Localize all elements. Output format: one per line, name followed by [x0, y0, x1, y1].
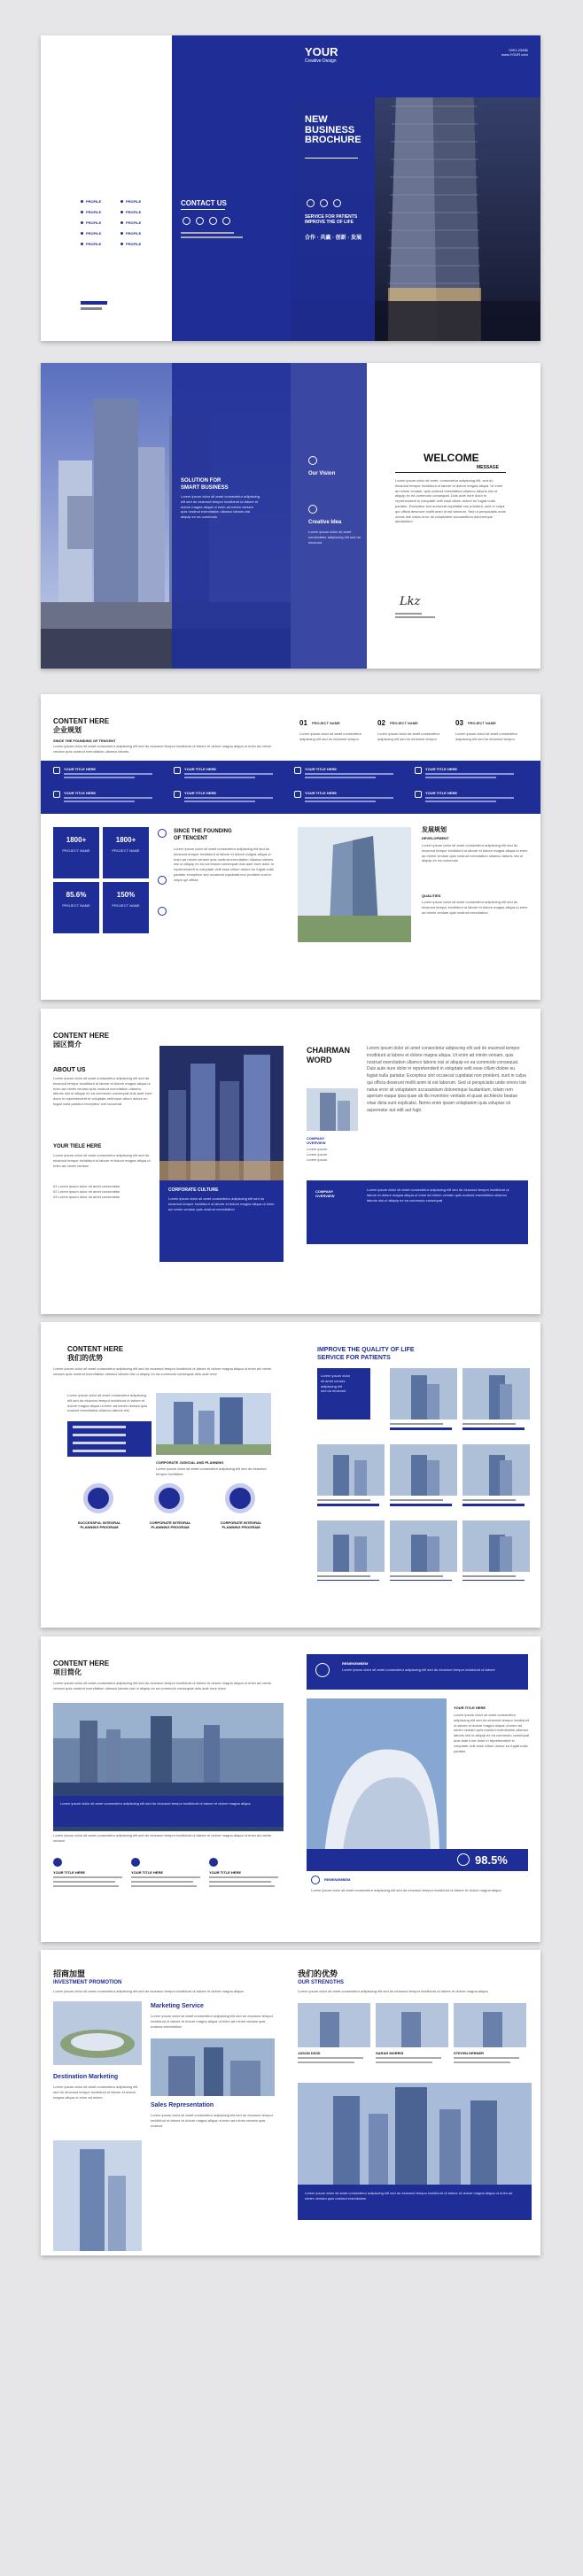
building-shape: [427, 1536, 439, 1572]
feature-title: YOUR TITLE HERE: [425, 767, 458, 771]
dev-cn: 发展规划: [422, 827, 447, 833]
your-title: YOUR TITLE HERE: [454, 1706, 486, 1710]
feature-icon: [174, 767, 181, 774]
globe-icon: [307, 199, 315, 207]
bullet-dot-icon: [81, 232, 83, 235]
stamp-icon: [315, 1663, 330, 1677]
content-title: CONTENT HERE: [53, 1659, 110, 1667]
brand-title: YOUR: [305, 45, 338, 58]
building-shape: [411, 1535, 427, 1572]
caption-bar: [390, 1580, 452, 1581]
feature-text-line: [425, 801, 496, 802]
welcome-spread: SOLUTION FOR SMART BUSINESS Lorem ipsum dolor sit amet consectetur adipiscing elit sed do eiusmod tempor incididunt ut labore et dolore magna aliqua ut enim ad minim veniam quis nostrud exercitation ullamco laboris nisi aliquip ex ea commodo Our Vision Creative Idea Lorem ipsum dolor sit amet consectetur adipiscing elit sed do eiusmod WELCOME MESSAGE Lorem ipsum dolor sit amet, consectetur adipiscing elit, sed do eiusmod tempor incididunt ut labore et dolore magna aliqua. Ut enim ad minim veniam, quis nostrud exercitation ullamco laboris nisi ut aliquip ex ea commodo consequat. Duis aute irure dolor in reprehenderit in voluptate velit esse cillum dolore eu fugiat nulla pariatur. Excepteur sint occaecat cupidatat non proident, sunt in culpa qui officia deserunt mollit anim id est laborum. Sed ut perspiciatis unde omnis iste natus error sit voluptatem accusantium doloremque laudantium. Lkz: [41, 363, 540, 669]
feature-text-line: [184, 777, 255, 778]
feature-title: YOUR TITLE HERE: [425, 791, 458, 795]
progress-circle: [83, 1483, 113, 1513]
stat-value: 1800+: [115, 836, 136, 844]
content-cn: 企业规划: [53, 726, 82, 734]
text-line: [454, 2062, 510, 2063]
building-shape: [500, 1460, 512, 1496]
progress-circle: [225, 1483, 255, 1513]
trophy-icon: [158, 907, 167, 916]
caption-bar: [463, 1580, 525, 1581]
feature-icon: [294, 791, 301, 798]
feature-icon: [415, 791, 422, 798]
feature-text-line: [425, 777, 496, 778]
text-line: [53, 1876, 122, 1878]
feature-icon: [415, 767, 422, 774]
title-icon: [131, 1858, 140, 1867]
since-title: SINCE THE FOUNDING OF TENCENT: [174, 829, 232, 841]
person-name: SARAH MORRIS: [376, 2051, 404, 2055]
en-left: INVESTMENT PROMOTION: [53, 1980, 122, 1985]
portrait-photo: [454, 2003, 526, 2047]
title-here: YOUR TIELE HERE: [53, 1144, 102, 1149]
welcome-sub: MESSAGE: [477, 465, 500, 470]
text-line: [376, 2057, 441, 2059]
menu-item[interactable]: PROFILE: [126, 231, 142, 236]
text-line: [376, 2062, 432, 2063]
feature-title: YOUR TITLE HERE: [305, 767, 338, 771]
portrait-photo: [298, 2003, 370, 2047]
text-line: [298, 2062, 354, 2063]
planning-spread: CONTENT HERE 企业规划 SINCE THE FOUNDING OF TENCENT Lorem ipsum dolor sit amet consectetur adipiscing elit sed do eiusmod tempor incididunt ut labore et dolore magna aliqua ut enim ad minim veniam quis nostrud exercitation ullamco laboris. 01 02 03 PROJECT NAME PROJECT NAME PROJECT NAME Lorem ipsum dolor sit amet consectetur adipiscing elit sed do eiusmod tempor Lorem ipsum dolor sit amet consectetur adipiscing elit sed do eiusmod tempor Lorem ipsum dolor sit amet consectetur adipiscing elit sed do eiusmod tempor YOUR TITLE HERE YOUR TITLE HERE YOUR TITLE HERE YOUR TITLE HERE YOUR TITLE HERE YOUR TITLE HERE YOUR TITLE HERE YOUR TITLE HERE 1800+ PROJECT NAME 1800+ PROJECT NAME 85.6% PROJECT NAME 150% PROJECT NAME SINCE THE FOUNDING OF TENCENT Lorem ipsum dolor sit amet consectetur adipiscing elit sed do eiusmod tempor incididunt ut labore et dolore magna aliqua ut enim ad minim veniam quis nostrud exercitation ullamco laboris nisi ut aliquip ex ea commodo consequat duis aute irure dolor in reprehenderit in voluptate velit esse cillum dolore eu fugiat nulla pariatur excepteur sint occaecat cupidatat non proident sunt in culpa qui officia 发展规划 DEVELOPMENT Lorem ipsum dolor sit amet consectetur adipiscing elit sed do eiusmod tempor incididunt ut labore et dolore magna aliqua ut enim ad minim veniam quis nostrud exercitation ullamco laboris nisi ut aliquip ex ea commodo QUALITIES Lorem ipsum dolor sit amet consectetur adipiscing elit sed do eiusmod tempor incididunt ut labore et dolore magna aliqua ut enim ad minim veniam quis nostrud exercitation: [41, 694, 540, 1000]
solution-title: SOLUTION FOR SMART BUSINESS: [181, 478, 229, 491]
feature-text-line: [425, 797, 514, 799]
stadium-photo: [53, 2001, 142, 2065]
column-title: YOUR TITLE HERE: [209, 1870, 242, 1875]
building-shape: [320, 2012, 339, 2047]
building-photo: [463, 1368, 530, 1420]
title-icon: [209, 1858, 218, 1867]
building-shape: [500, 1384, 512, 1420]
stat-label: PROJECT NAME: [62, 903, 90, 908]
feature-text-line: [305, 797, 393, 799]
company-overview: COMPANY OVERVIEW: [307, 1136, 326, 1145]
num-03: 03: [455, 719, 463, 727]
people-row: [298, 2003, 532, 2074]
welcome-title: WELCOME: [424, 452, 479, 464]
cover-headline: NEW BUSINESS BROCHURE: [305, 114, 361, 146]
dev-en: DEVELOPMENT: [422, 836, 449, 840]
text-line: [454, 2057, 519, 2059]
badge-icon: [311, 1876, 320, 1884]
stat-tile: [53, 882, 99, 933]
caption-line: [463, 1499, 516, 1501]
remember-label: REMENEMBEM: [342, 1661, 369, 1666]
tower-photo: [298, 827, 411, 942]
content-title: CONTENT HERE: [53, 717, 110, 725]
content-title: CONTENT HERE: [67, 1345, 124, 1353]
feature-text-line: [64, 797, 152, 799]
text-line: [53, 1881, 115, 1883]
photo-grid: [317, 1368, 530, 1581]
building-photo: [463, 1520, 530, 1572]
chat-bubble-icon: [308, 505, 317, 514]
remember-label-2: REMENEMBEM: [324, 1877, 351, 1882]
stat-label: PROJECT NAME: [112, 903, 140, 908]
feature-text-line: [184, 797, 273, 799]
destination-title: Destination Marketing: [53, 2074, 119, 2080]
promotion-spread: 招商加盟 INVESTMENT PROMOTION Lorem ipsum dolor sit amet consectetur adipiscing elit sed do eiusmod tempor incididunt ut labore et dolore magna aliqua Marketing Service Lorem ipsum dolor sit amet consectetur adipiscing elit sed do eiusmod tempor incididunt ut labore et dolore magna aliqua ut enim ad minim veniam quis nostrud exercitation Destination Marketing Lorem ipsum dolor sit amet consectetur adipiscing elit sed do eiusmod tempor incididunt ut labore et dolore magna aliqua ut enim ad minim Sales Representation Lorem ipsum dolor sit amet consectetur adipiscing elit sed do eiusmod tempor incididunt ut labore et dolore magna aliqua ut enim ad minim veniam quis nostrud 我们的优势 OUR STRENGTHS Lorem ipsum dolor sit amet consectetur adipiscing elit sed do eiusmod tempor incididunt ut labore et dolore magna aliqua JASON DIVID SARAH MORRIS STEVEN DERNER Lorem ipsum dolor sit amet consectetur adipiscing elit sed do eiusmod tempor incididunt ut labore et dolore magna aliqua ut enim ad minim veniam quis nostrud exercitation: [41, 1950, 540, 2255]
circle-row: [67, 1483, 280, 1554]
percent-value: 98.5%: [475, 1853, 508, 1867]
stat-label: PROJECT NAME: [62, 848, 90, 853]
progress-circle: [154, 1483, 184, 1513]
chairman-spread: CONTENT HERE 园区简介 ABOUT US Lorem ipsum dolor sit amet consectetur adipiscing elit sed do eiusmod tempor incididunt ut labore et dolore magna aliqua ut enim ad minim veniam quis nostrud exercitation ullamco laboris nisi ut aliquip ex ea commodo consequat duis aute irure dolor in reprehenderit in voluptate velit esse cillum dolore eu fugiat nulla pariatur excepteur sint occaecat YOUR TIELE HERE Lorem ipsum dolor sit amet consectetur adipiscing elit sed do eiusmod tempor incididunt ut labore et dolore magna aliqua ut enim ad minim veniam 01 Lorem ipsum dolor sit amet consectetur 02 Lorem ipsum dolor sit amet consectetur 03 Lorem ipsum dolor sit amet consectetur CORPORATE CULTURE Lorem ipsum dolor sit amet consectetur adipiscing elit sed do eiusmod tempor incididunt ut labore et dolore magna aliqua ut enim ad minim veniam quis nostrud exercitation CHAIRMAN WORD COMPANY OVERVIEW Lorem ipsum Lorem ipsum Lorem ipsum Lorem ipsum dolor sit amet consectetur adipiscing elit sed do eiusmod tempor incididunt ut labore et dolore magna aliqua. Ut enim ad minim veniam, quis nostrud exercitation ullamco laboris nisi ut aliquip ex ea commodo consequat. Duis aute irure dolor in reprehenderit in voluptate velit esse cillum dolore eu fugiat nulla pariatur. Excepteur sint occaecat cupidatat non proident, sunt in culpa qui officia deserunt mollit anim id est laborum. Sed ut perspiciatis unde omnis iste natus error sit voluptatem accusantium doloremque laudantium, totam rem aperiam eaque ipsa quae ab illo inventore veritatis et quasi architecto beatae vitae dicta sunt explicabo. Nemo enim ipsam voluptatem quia voluptas sit aspernatur aut odit aut fugit. COMPANY OVERVIEW Lorem ipsum dolor sit amet consectetur adipiscing elit sed do eiusmod tempor incididunt ut labore et dolore magna aliqua ut enim ad minim veniam quis nostrud exercitation ullamco laboris nisi ut aliquip ex ea commodo consequat: [41, 1009, 540, 1314]
project-spread: CONTENT HERE 项目简化 Lorem ipsum dolor sit amet consectetur adipiscing elit sed do eiusmod tempor incididunt ut labore et dolore magna aliqua ut enim ad minim veniam quis nostrud exercitation ullamco laboris nisi ut aliquip ex ea commodo consequat duis aute irure dolor Lorem ipsum dolor sit amet consectetur adipiscing elit sed do eiusmod tempor incididunt ut labore et dolore magna aliqua Lorem ipsum dolor sit amet consectetur adipiscing elit sed do eiusmod tempor incididunt ut labore et dolore magna aliqua ut enim ad minim veniam YOUR TITLE HERE YOUR TITLE HERE YOUR TITLE HERE REMENEMBEM Lorem ipsum dolor sit amet consectetur adipiscing elit sed do eiusmod tempor incididunt ut labore 98.5% YOUR TITLE HERE Lorem ipsum dolor sit amet consectetur adipiscing elit sed do eiusmod tempor incididunt ut labore et dolore magna aliqua ut enim ad minim veniam quis nostrud exercitation ullamco laboris nisi ut aliquip ex ea commodo consequat duis aute irure dolor in reprehenderit in voluptate velit esse cillum dolore eu fugiat nulla pariatur REMENEMBEM Lorem ipsum dolor sit amet consectetur adipiscing elit sed do eiusmod tempor incididunt ut labore et dolore magna aliqua: [41, 1636, 540, 1942]
strength-band: [298, 2185, 532, 2220]
tower-thumb: [307, 1088, 358, 1131]
building-shape: [427, 1460, 439, 1496]
cn-left: 招商加盟: [53, 1969, 86, 1978]
stat-label: PROJECT NAME: [112, 848, 140, 853]
cover-tagline: SERVICE FOR PATIENTS IMPROVE THE OF LIFE: [305, 214, 358, 226]
caption-line: [463, 1423, 516, 1425]
feature-title: YOUR TITLE HERE: [184, 767, 217, 771]
text-line: [131, 1881, 193, 1883]
menu-item[interactable]: PROFILE: [126, 220, 142, 225]
bullet-dot-icon: [120, 232, 123, 235]
bullet-dot-icon: [120, 243, 123, 245]
circle-label: CORPORATE INTEGRAL PLANNING PROGRAM: [220, 1520, 262, 1529]
text-line: [209, 1885, 275, 1887]
content-cn: 我们的优势: [67, 1354, 103, 1362]
feature-title: YOUR TITLE HERE: [64, 791, 97, 795]
bullet-dot-icon: [120, 200, 123, 203]
content-cn: 项目简化: [53, 1668, 82, 1676]
bullet-dot-icon: [81, 243, 83, 245]
caption-bar: [463, 1504, 525, 1506]
aerial-photo: [151, 2038, 275, 2096]
project-name-1: PROJECT NAME: [312, 721, 340, 725]
cover-cn-slogan: 合作 · 共赢 · 创新 · 发展: [305, 236, 361, 241]
column-title: YOUR TITLE HERE: [53, 1870, 86, 1875]
caption-bar: [390, 1427, 452, 1430]
towers-photo: [156, 1393, 271, 1455]
mail-icon: [209, 217, 217, 225]
title-columns: [53, 1858, 284, 1911]
caption-line: [463, 1575, 516, 1577]
feature-grid: [53, 765, 532, 811]
title-icon: [53, 1858, 62, 1867]
content-cn: 园区简介: [53, 1040, 82, 1048]
strengths-spread: CONTENT HERE 我们的优势 Lorem ipsum dolor sit amet consectetur adipiscing elit sed do eiusmod tempor incididunt ut labore et dolore magna aliqua ut enim ad minim veniam quis nostrud exercitation ullamco laboris nisi ut aliquip ex ea commodo consequat duis aute irure Lorem ipsum dolor sit amet consectetur adipiscing elit sed do eiusmod tempor incididunt ut labore et dolore magna aliqua ut enim ad minim veniam quis nostrud exercitation ullamco laboris nisi CORPORATE JUDICIAL AND PLANNING Lorem ipsum dolor sit amet consectetur adipiscing elit sed do eiusmod tempor incididunt SUCCESSFUL INTEGRAL PLANNING PROGRAM CORPORATE INTEGRAL PLANNING PROGRAM CORPORATE INTEGRAL PLANNING PROGRAM IMPROVE THE QUALITY OF LIFE SERVICE FOR PATIENTS Lorem ipsum dolor sit amet consec adipiscing elit sed do eiusmod: [41, 1322, 540, 1628]
menu-item[interactable]: PROFILE: [86, 220, 102, 225]
cover-spread: [41, 35, 540, 341]
feature-title: YOUR TITLE HERE: [305, 791, 338, 795]
building-photo: [463, 1444, 530, 1496]
feature-text-line: [64, 777, 135, 778]
en-right: OUR STRENGTHS: [298, 1980, 345, 1985]
gear-icon: [158, 876, 167, 885]
feature-text-line: [64, 801, 135, 802]
paper-plane-icon: [308, 456, 317, 465]
qualities: QUALITIES: [422, 893, 441, 898]
bullet-dot-icon: [120, 211, 123, 213]
bullet-dot-icon: [81, 211, 83, 213]
feature-text-line: [425, 773, 514, 775]
stat-tile: [53, 827, 99, 878]
location-icon: [183, 217, 190, 225]
caption-line: [390, 1499, 443, 1501]
feature-text-line: [305, 773, 393, 775]
text-line: [131, 1876, 200, 1878]
caption-bar: [390, 1504, 452, 1506]
cn-right: 我们的优势: [298, 1969, 338, 1978]
circle-label: SUCCESSFUL INTEGRAL PLANNING PROGRAM: [77, 1520, 121, 1529]
corporate-label: CORPORATE JUDICIAL AND PLANNING: [156, 1460, 224, 1465]
text-line: [209, 1881, 271, 1883]
person-name: STEVEN DERNER: [454, 2051, 485, 2055]
feature-icon: [174, 791, 181, 798]
bullet-dot-icon: [81, 200, 83, 203]
building-shape: [427, 1384, 439, 1420]
caption-line: [317, 1499, 370, 1501]
bullet-dot-icon: [81, 221, 83, 224]
text-line: [131, 1885, 197, 1887]
stats-grid: [53, 827, 151, 933]
cover-menu: [81, 199, 160, 261]
about-us: ABOUT US: [53, 1067, 86, 1073]
caption-bar: [463, 1427, 525, 1430]
feature-title: YOUR TITLE HERE: [64, 767, 97, 771]
circle-label: CORPORATE INTEGRAL PLANNING PROGRAM: [149, 1520, 191, 1529]
menu-item[interactable]: PROFILE: [86, 242, 102, 246]
text-line: [298, 2057, 363, 2059]
building-photo: [390, 1520, 457, 1572]
menu-item[interactable]: PROFILE: [86, 210, 102, 214]
feature-title: YOUR TITLE HERE: [184, 791, 217, 795]
stat-value: 150%: [116, 891, 136, 899]
feature-text-line: [305, 777, 376, 778]
cover-back-panel: [172, 35, 291, 341]
culture-title: CORPORATE CULTURE: [168, 1187, 219, 1193]
menu-item[interactable]: PROFILE: [126, 242, 142, 246]
signature: Lkz: [400, 595, 421, 608]
cover-contact-small: 0001-23456 www.YOUR.com: [501, 48, 528, 57]
project-name-3: PROJECT NAME: [468, 721, 496, 725]
menu-item[interactable]: PROFILE: [126, 199, 142, 204]
menu-item[interactable]: PROFILE: [126, 210, 142, 214]
star-icon: [333, 199, 341, 207]
building-shape: [333, 1455, 349, 1496]
opera-photo: [307, 1698, 447, 1867]
caption-line: [390, 1423, 443, 1425]
stat-value: 1800+: [66, 836, 87, 844]
chairman-title: CHAIRMAN WORD: [307, 1046, 350, 1065]
contact-title: CONTACT US: [181, 199, 227, 207]
phone-icon: [196, 217, 204, 225]
stat-tile: [103, 882, 149, 933]
building-shape: [354, 1460, 367, 1496]
founding-label: SINCE THE FOUNDING OF TENCENT: [53, 739, 116, 743]
building-photo: [390, 1368, 457, 1420]
building-photo: [317, 1520, 385, 1572]
caption-line: [390, 1575, 443, 1577]
building-shape: [500, 1536, 512, 1572]
marketing-title: Marketing Service: [151, 2003, 204, 2009]
check-icon: [457, 1853, 470, 1866]
skyscraper-photo: [53, 2140, 142, 2251]
sales-title: Sales Representation: [151, 2102, 214, 2108]
num-02: 02: [377, 719, 385, 727]
bullet-dot-icon: [120, 221, 123, 224]
content-title: CONTENT HERE: [53, 1032, 110, 1040]
building-shape: [411, 1375, 427, 1420]
creative-label: Creative Idea: [308, 520, 342, 525]
menu-item[interactable]: PROFILE: [86, 199, 102, 204]
chat-icon: [320, 199, 328, 207]
building-shape: [333, 1535, 349, 1572]
building-photo: [317, 1444, 385, 1496]
portrait-photo: [376, 2003, 448, 2047]
feature-text-line: [305, 801, 376, 802]
building-photo: [390, 1444, 457, 1496]
text-line: [209, 1876, 278, 1878]
rocket-icon: [158, 829, 167, 838]
feature-text-line: [64, 773, 152, 775]
caption-bar: [317, 1504, 379, 1506]
text-line: [53, 1885, 119, 1887]
vision-label: Our Vision: [308, 471, 336, 476]
caption-line: [317, 1575, 370, 1577]
building-shape: [411, 1455, 427, 1496]
feature-text-line: [184, 773, 273, 775]
caption-bar: [317, 1580, 379, 1581]
skyline-photo: [159, 1046, 284, 1180]
improve-title: IMPROVE THE QUALITY OF LIFE SERVICE FOR PATIENTS: [317, 1347, 415, 1361]
building-shape: [354, 1536, 367, 1572]
project-name-2: PROJECT NAME: [390, 721, 418, 725]
feature-icon: [294, 767, 301, 774]
stat-tile: [103, 827, 149, 878]
feature-icon: [53, 791, 60, 798]
person-name: JASON DIVID: [298, 2051, 321, 2055]
company-overview-2: COMPANY OVERVIEW: [315, 1189, 335, 1198]
brand-subtitle: Creative Design: [305, 58, 337, 64]
feature-text-line: [184, 801, 255, 802]
feature-icon: [53, 767, 60, 774]
building-shape: [401, 2012, 421, 2047]
menu-item[interactable]: PROFILE: [86, 231, 102, 236]
city-towers-photo: [298, 2083, 532, 2198]
num-01: 01: [299, 719, 307, 727]
stat-value: 85.6%: [66, 891, 87, 899]
building-shape: [483, 2012, 502, 2047]
web-icon: [222, 217, 230, 225]
column-title: YOUR TITLE HERE: [131, 1870, 164, 1875]
